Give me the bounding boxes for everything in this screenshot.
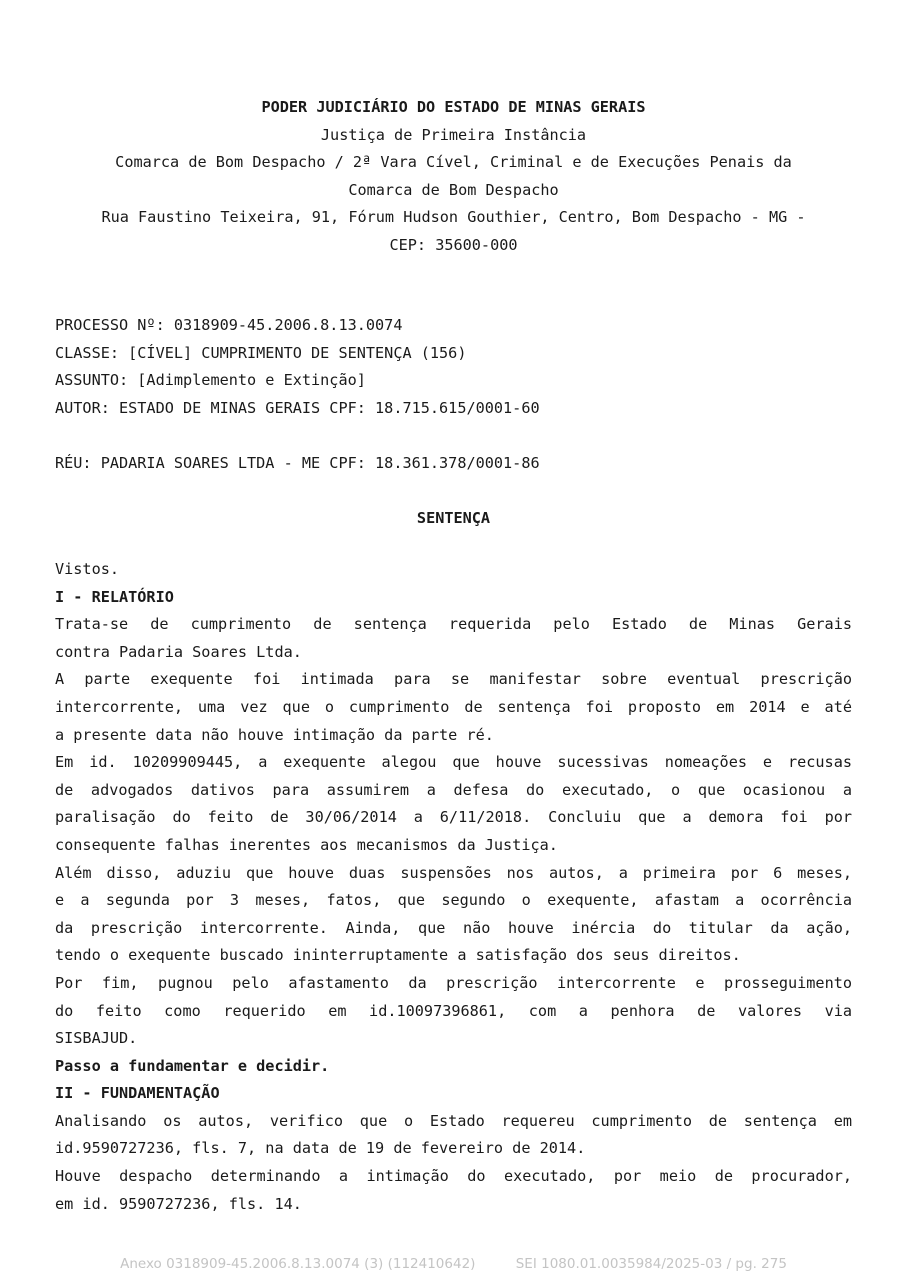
court-name: PODER JUDICIÁRIO DO ESTADO DE MINAS GERAIS <box>261 98 646 116</box>
case-defendant: RÉU: PADARIA SOARES LTDA - ME CPF: 18.361.378/0001-86 <box>55 454 540 472</box>
body-line: SISBAJUD. <box>55 1029 138 1048</box>
body-vistos: Vistos. <box>55 560 120 578</box>
body-line: intercorrente, uma vez que o cumprimento de sentença foi proposto em 2014 e até <box>55 697 852 716</box>
body-line: Analisando os autos, verifico que o Estado requereu cumprimento de sentença em <box>55 1111 852 1130</box>
body-line: Trata-se de cumprimento de sentença requerida pelo Estado de Minas Gerais <box>55 615 852 634</box>
body-line: contra Padaria Soares Ltda. <box>55 642 302 661</box>
body-line: A parte exequente foi intimada para se manifestar sobre eventual prescrição <box>55 670 852 689</box>
body-line: tendo o exequente buscado ininterruptamente a satisfação dos seus direitos. <box>55 946 741 965</box>
footer-annex-reference: Anexo 0318909-45.2006.8.13.0074 (3) (112410642) <box>120 1256 476 1272</box>
section-heading-fundamentacao: II - FUNDAMENTAÇÃO <box>55 1084 220 1103</box>
court-comarca-cont: Comarca de Bom Despacho <box>348 180 559 199</box>
body-line: e a segunda por 3 meses, fatos, que segundo o exequente, afastam a ocorrência <box>55 891 852 910</box>
court-header <box>55 94 852 260</box>
court-comarca: Comarca de Bom Despacho / 2ª Vara Cível, Criminal e de Execuções Penais da <box>115 153 792 172</box>
body-line: consequente falhas inerentes aos mecanismos da Justiça. <box>55 835 558 854</box>
body-line: de advogados dativos para assumirem a defesa do executado, o que ocasionou a <box>55 780 852 799</box>
body-line: do feito como requerido em id.10097396861, com a penhora de valores via <box>55 1001 852 1020</box>
footer-sei-reference: SEI 1080.01.0035984/2025-03 / pg. 275 <box>515 1256 787 1272</box>
body-line: paralisação do feito de 30/06/2014 a 6/11/2018. Concluiu que a demora foi por <box>55 808 852 827</box>
body-line: Houve despacho determinando a intimação do executado, por meio de procurador, <box>55 1167 852 1186</box>
court-address: Rua Faustino Teixeira, 91, Fórum Hudson Gouthier, Centro, Bom Despacho - MG - <box>101 208 806 227</box>
body-line: a presente data não houve intimação da parte ré. <box>55 725 494 744</box>
body-line: em id. 9590727236, fls. 14. <box>55 1194 302 1213</box>
case-class: CLASSE: [CÍVEL] CUMPRIMENTO DE SENTENÇA (156) <box>55 343 467 362</box>
body-line: Por fim, pugnou pelo afastamento da prescrição intercorrente e prosseguimento <box>55 973 852 992</box>
court-instance: Justiça de Primeira Instância <box>320 125 587 144</box>
page-footer <box>0 1256 907 1272</box>
document-title: SENTENÇA <box>416 509 491 527</box>
document-body <box>55 556 852 1218</box>
case-number: PROCESSO Nº: 0318909-45.2006.8.13.0074 <box>55 316 403 334</box>
body-decide: Passo a fundamentar e decidir. <box>55 1056 330 1075</box>
case-defendant-block <box>55 450 852 478</box>
case-subject: ASSUNTO: [Adimplemento e Extinção] <box>55 371 366 390</box>
court-cep: CEP: 35600-000 <box>389 235 518 254</box>
body-line: da prescrição intercorrente. Ainda, que não houve inércia do titular da ação, <box>55 918 852 937</box>
section-heading-relatorio: I - RELATÓRIO <box>55 587 174 606</box>
body-line: id.9590727236, fls. 7, na data de 19 de fevereiro de 2014. <box>55 1139 586 1158</box>
body-line: Além disso, aduziu que houve duas suspensões nos autos, a primeira por 6 meses, <box>55 863 852 882</box>
case-info <box>55 312 852 422</box>
body-line: Em id. 10209909445, a exequente alegou que houve sucessivas nomeações e recusas <box>55 753 852 772</box>
case-plaintiff: AUTOR: ESTADO DE MINAS GERAIS CPF: 18.715.615/0001-60 <box>55 398 540 417</box>
